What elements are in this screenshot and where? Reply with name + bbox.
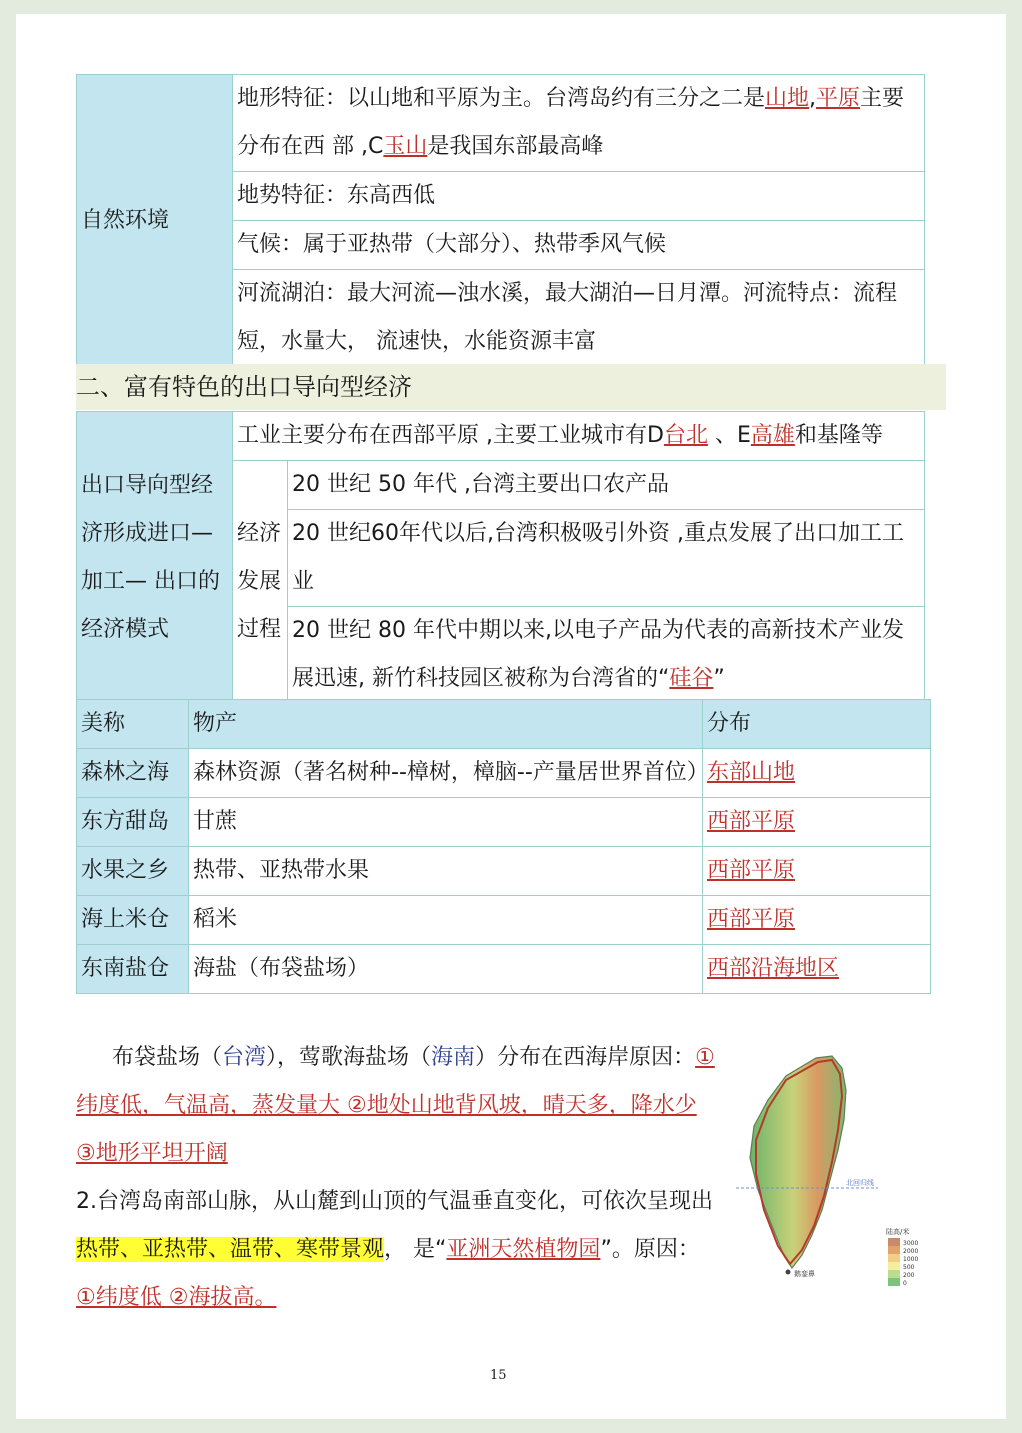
legend-title: 陆高/米 <box>886 1228 910 1236</box>
legend-label: 0 <box>903 1280 907 1287</box>
distribution-answer: 西部平原 <box>707 907 796 932</box>
para1-text-a: 布袋盐场（ <box>112 1045 223 1070</box>
industry-answer-taipei: 台北 <box>663 423 708 448</box>
industry-answer-kaohsiung: 高雄 <box>750 423 795 448</box>
process-label: 经济发展过程 <box>233 461 288 704</box>
industry-text-1: 工业主要分布在西部平原 ,主要工业城市有D <box>237 423 664 448</box>
product-name: 东南盐仓 <box>77 945 189 994</box>
para2-text-c: ”。原因： <box>600 1237 700 1262</box>
industry-cell <box>233 412 925 461</box>
terrain-answer-mountain: 山地 <box>765 86 810 111</box>
cape-marker <box>786 1270 791 1275</box>
cape-label: 鹅銮鼻 <box>794 1270 815 1278</box>
slope-cell: 地势特征：东高西低 <box>233 172 925 221</box>
product-distribution <box>703 798 931 847</box>
legend-label: 2000 <box>903 1248 919 1255</box>
economy-label: 出口导向型经济形成进口—加工— 出口的经济模式 <box>77 412 233 704</box>
product-item: 稻米 <box>189 896 703 945</box>
legend-swatch-2000 <box>888 1246 900 1254</box>
product-name: 东方甜岛 <box>77 798 189 847</box>
terrain-answer-yushan: 玉山 <box>383 134 428 159</box>
product-item: 甘蔗 <box>189 798 703 847</box>
para2-reasons: ①纬度低 ②海拔高。 <box>76 1285 277 1310</box>
terrain-text-1: 地形特征：以山地和平原为主。台湾岛约有三分之二是 <box>237 86 766 111</box>
terrain-cell <box>233 75 925 172</box>
tropic-label: 北回归线 <box>846 1179 874 1187</box>
process-1980s-text: 20 世纪 80 年代中期以来,以电子产品为代表的高新技术产业发展迅速, 新竹科技园区被称为台湾省的“ <box>292 618 904 691</box>
para1-text-c: ），莺歌海盐场（ <box>266 1045 432 1070</box>
taiwan-map <box>728 1050 928 1312</box>
product-name: 森林之海 <box>77 749 189 798</box>
para1-hainan: 海南 <box>431 1045 476 1070</box>
industry-text-3: 和基隆等 <box>794 423 883 448</box>
economy-table <box>76 411 925 704</box>
para2-botanical-garden: 亚洲天然植物园 <box>446 1237 601 1262</box>
terrain-comma: , <box>809 86 817 111</box>
terrain-text-2: 主要分布在西 部 ,C <box>237 86 905 159</box>
product-name: 海上米仓 <box>77 896 189 945</box>
legend-swatch-3000 <box>888 1238 900 1246</box>
para1-reasons: ①纬度低，气温高，蒸发量大 ②地处山地背风坡，晴天多，降水少 ③地形平坦开阔 <box>76 1045 715 1166</box>
header-distribution: 分布 <box>703 700 931 749</box>
product-item: 热带、亚热带水果 <box>189 847 703 896</box>
para2-highlight: 热带、亚热带、温带、寒带景观 <box>76 1237 385 1262</box>
terrain-answer-plain: 平原 <box>816 86 861 111</box>
para1-taiwan: 台湾 <box>222 1045 267 1070</box>
header-product: 物产 <box>189 700 703 749</box>
product-distribution <box>703 847 931 896</box>
distribution-answer: 西部平原 <box>707 809 796 834</box>
product-name: 水果之乡 <box>77 847 189 896</box>
process-1980s-quote: ” <box>713 666 725 691</box>
legend-swatch-500 <box>888 1262 900 1270</box>
process-1980s <box>288 607 925 704</box>
legend-label: 200 <box>903 1272 915 1279</box>
product-distribution <box>703 945 931 994</box>
para2-text-b: ， 是“ <box>384 1237 447 1262</box>
legend-label: 1000 <box>903 1256 919 1263</box>
distribution-answer: 西部平原 <box>707 858 796 883</box>
legend-label: 3000 <box>903 1240 919 1247</box>
rivers-cell: 河流湖泊：最大河流—浊水溪，最大湖泊—日月潭。河流特点：流程短，水量大， 流速快，水能资源丰富 <box>233 270 925 367</box>
product-distribution <box>703 896 931 945</box>
process-1950s: 20 世纪 50 年代 ,台湾主要出口农产品 <box>288 461 925 510</box>
salt-field-paragraph <box>76 1034 716 1178</box>
distribution-answer: 东部山地 <box>707 760 796 785</box>
header-name: 美称 <box>77 700 189 749</box>
legend-swatch-200 <box>888 1270 900 1278</box>
industry-text-2: 、E <box>707 423 751 448</box>
legend-swatch-1000 <box>888 1254 900 1262</box>
para2-text-a: 2.台湾岛南部山脉，从山麓到山顶的气温垂直变化，可依次呈现出 <box>76 1189 713 1214</box>
section-title: 二、富有特色的出口导向型经济 <box>76 364 946 410</box>
silicon-valley-answer: 硅谷 <box>669 666 714 691</box>
natural-label: 自然环境 <box>77 75 233 367</box>
para1-text-e: ）分布在西海岸原因： <box>475 1045 696 1070</box>
page-number: 15 <box>490 1368 507 1383</box>
legend-label: 500 <box>903 1264 915 1271</box>
distribution-answer: 西部沿海地区 <box>707 956 840 981</box>
products-table <box>76 699 931 994</box>
product-distribution <box>703 749 931 798</box>
climate-cell: 气候：属于亚热带（大部分）、热带季风气候 <box>233 221 925 270</box>
process-1960s: 20 世纪60年代以后,台湾积极吸引外资 ,重点发展了出口加工工业 <box>288 510 925 607</box>
natural-table <box>76 74 925 367</box>
legend-swatch-0 <box>888 1278 900 1286</box>
vertical-zone-paragraph <box>76 1178 716 1322</box>
product-item: 海盐（布袋盐场） <box>189 945 703 994</box>
terrain-text-3: 是我国东部最高峰 <box>427 134 604 159</box>
product-item: 森林资源（著名树种--樟树，樟脑--产量居世界首位） <box>189 749 703 798</box>
